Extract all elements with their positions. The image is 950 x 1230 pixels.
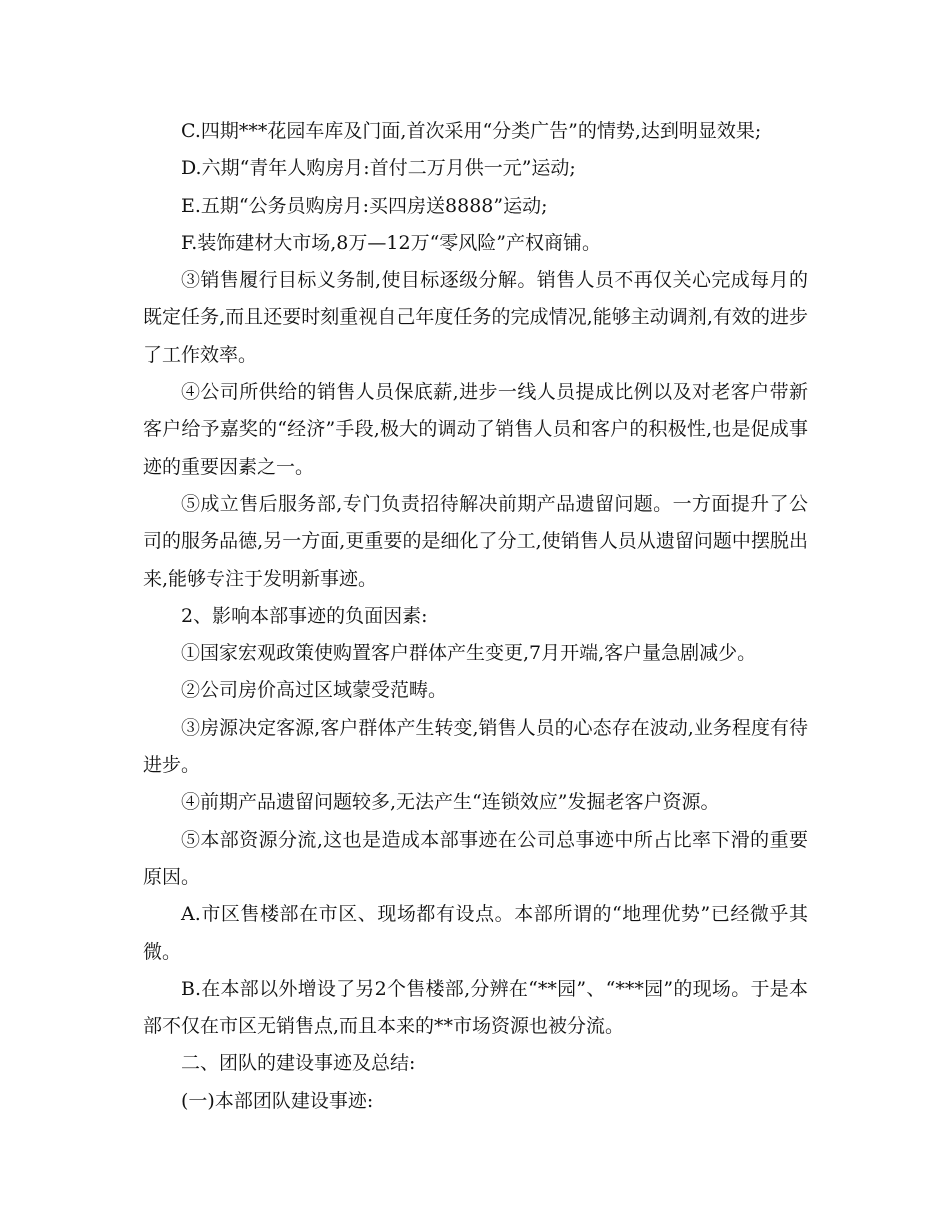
paragraph-base-salary: ④公司所供给的销售人员保底薪,进步一线人员提成比例以及对老客户带新客户给予嘉奖的“经济”手段,极大的调动了销售人员和客户的积极性,也是促成事迹的重要因素之一。 (143, 381, 808, 478)
document-body (143, 113, 808, 1120)
section-heading-negative-factors: 2、影响本部事迹的负面因素: (181, 604, 428, 627)
paragraph-sub-a: A.市区售楼部在市区、现场都有设点。本部所谓的“地理优势”已经微乎其微。 (143, 903, 808, 963)
paragraph-item-d: D.六期“青年人购房月:首付二万月供一元”运动; (181, 157, 576, 180)
paragraph-negative-1: ①国家宏观政策使购置客户群体产生变更,7月开端,客户量急剧减少。 (181, 642, 757, 665)
paragraph-sub-b: B.在本部以外增设了另2个售楼部,分辨在“**园”、“***园”的现场。于是本部不仅在市区无销售点,而且本来的**市场资源也被分流。 (143, 977, 808, 1038)
paragraph-target-responsibility: ③销售履行目标义务制,使目标逐级分解。销售人员不再仅关心完成每月的既定任务,而且还要时刻重视自己年度任务的完成情况,能够主动调剂,有效的进步了工作效率。 (143, 269, 808, 366)
paragraph-negative-2: ②公司房价高过区域蒙受范畴。 (181, 679, 448, 702)
subsection-heading-team-building: (一)本部团队建设事迹: (181, 1089, 374, 1112)
paragraph-item-c: C.四期***花园车库及门面,首次采用“分类广告”的情势,达到明显效果; (181, 120, 762, 142)
paragraph-after-sales: ⑤成立售后服务部,专门负责招待解决前期产品遗留问题。一方面提升了公司的服务品德,另一方面,更重要的是细化了分工,使销售人员从遗留问题中摆脱出来,能够专注于发明新事迹。 (143, 492, 808, 590)
paragraph-negative-5: ⑤本部资源分流,这也是造成本部事迹在公司总事迹中所占比率下滑的重要原因。 (143, 828, 808, 888)
paragraph-negative-4: ④前期产品遗留问题较多,无法产生“连锁效应”发掘老客户资源。 (181, 791, 720, 814)
paragraph-item-e: E.五期“公务员购房月:买四房送8888”运动; (181, 194, 548, 217)
paragraph-negative-3: ③房源决定客源,客户群体产生转变,销售人员的心态存在波动,业务程度有待进步。 (143, 716, 808, 777)
paragraph-item-f: F.装饰建材大市场,8万—12万“零风险”产权商铺。 (181, 231, 601, 254)
section-heading-team-building: 二、团队的建设事迹及总结: (181, 1052, 416, 1075)
